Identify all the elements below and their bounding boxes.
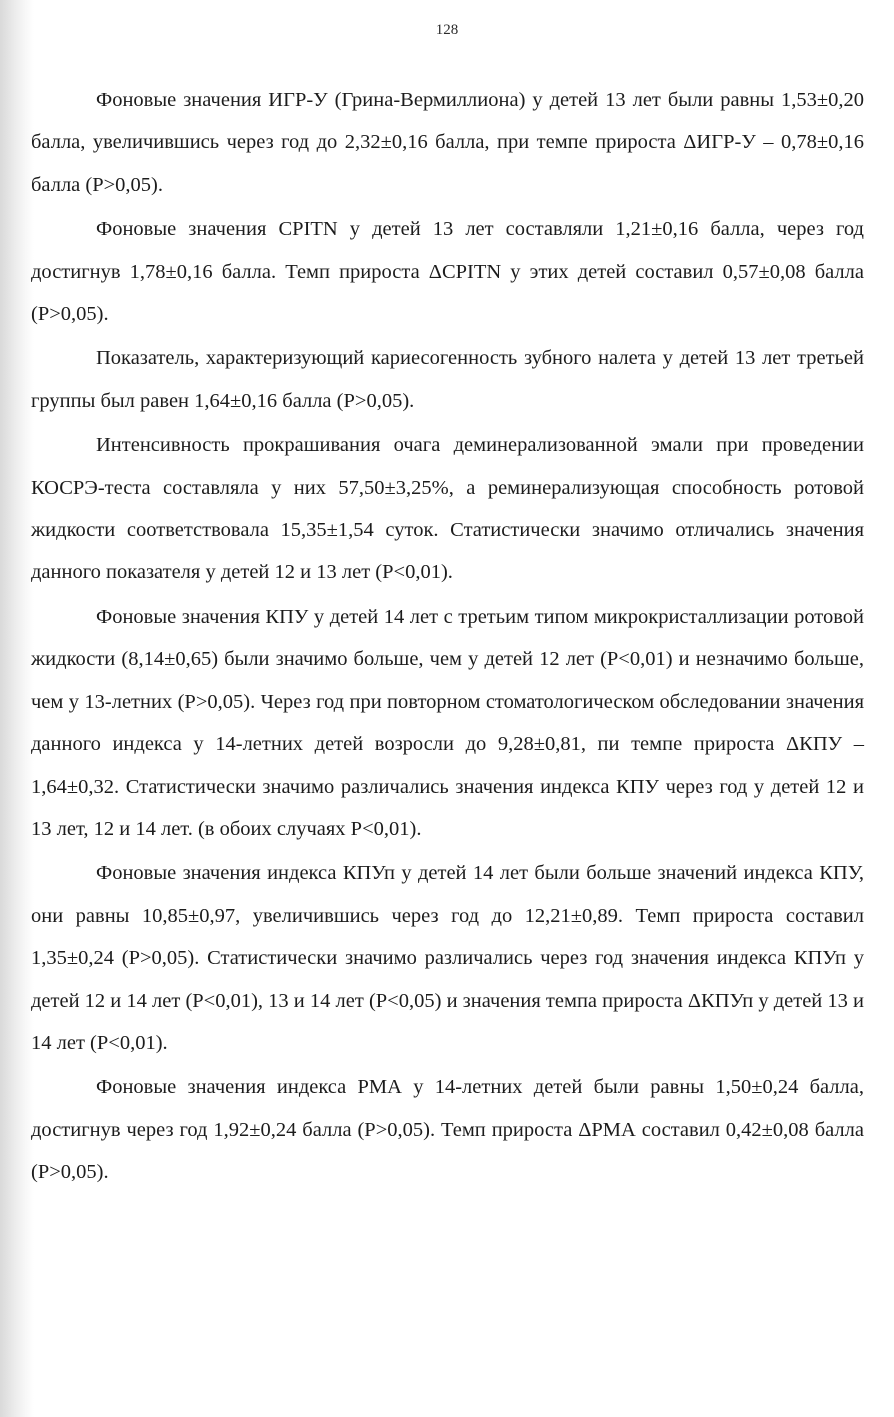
paragraph-cpitn: Фоновые значения CPITN у детей 13 лет составляли 1,21±0,16 балла, через год достигнув 1,78±0,16 балла. Темп прироста ΔCPITN у этих детей составил 0,57±0,08 балла (Р>0,05). — [31, 218, 864, 326]
scan-edge-shadow — [0, 0, 34, 1417]
paragraph-plaque-cariogenicity: Показатель, характеризующий кариесогенность зубного налета у детей 13 лет третьей группы был равен 1,64±0,16 балла (Р>0,05). — [31, 347, 864, 412]
document-body — [31, 79, 864, 1196]
paragraph-pma-14: Фоновые значения индекса РМА у 14-летних детей были равны 1,50±0,24 балла, достигнув через год 1,92±0,24 балла (Р>0,05). Темп прироста ΔРМА составил 0,42±0,08 балла (Р>0,05). — [31, 1076, 864, 1184]
paragraph-kosre-test: Интенсивность прокрашивания очага деминерализованной эмали при проведении КОСРЭ-теста составляла у них 57,50±3,25%, а реминерализующая способность ротовой жидкости соответствовала 15,35±1,54 суток. Статистически значимо отличались значения данного показателя у детей 12 и 13 лет (Р<0,01). — [31, 434, 864, 584]
paragraph-kpup-14: Фоновые значения индекса КПУп у детей 14 лет были больше значений индекса КПУ, они равны 10,85±0,97, увеличившись через год до 12,21±0,89. Темп прироста составил 1,35±0,24 (Р>0,05). Статистически значимо различались через год значения индекса КПУп у детей 12 и 14 лет (Р<0,01), 13 и 14 лет (Р<0,05) и значения темпа прироста ΔКПУп у детей 13 и 14 лет (Р<0,01). — [31, 862, 864, 1054]
paragraph-igr-u: Фоновые значения ИГР-У (Грина-Вермиллиона) у детей 13 лет были равны 1,53±0,20 балла, увеличившись через год до 2,32±0,16 балла, при темпе прироста ΔИГР-У – 0,78±0,16 балла (Р>0,05). — [31, 89, 864, 196]
paragraph-kpu-14: Фоновые значения КПУ у детей 14 лет с третьим типом микрокристаллизации ротовой жидкости (8,14±0,65) были значимо больше, чем у детей 12 лет (Р<0,01) и незначимо больше, чем у 13-летних (Р>0,05). Через год при повторном стоматологическом обследовании значения данного индекса у 14-летних детей возросли до 9,28±0,81, пи темпе прироста ΔКПУ – 1,64±0,32. Статистически значимо различались значения индекса КПУ через год у детей 12 и 13 лет, 12 и 14 лет. (в обоих случаях Р<0,01). — [31, 605, 864, 840]
page-number: 128 — [435, 22, 459, 38]
